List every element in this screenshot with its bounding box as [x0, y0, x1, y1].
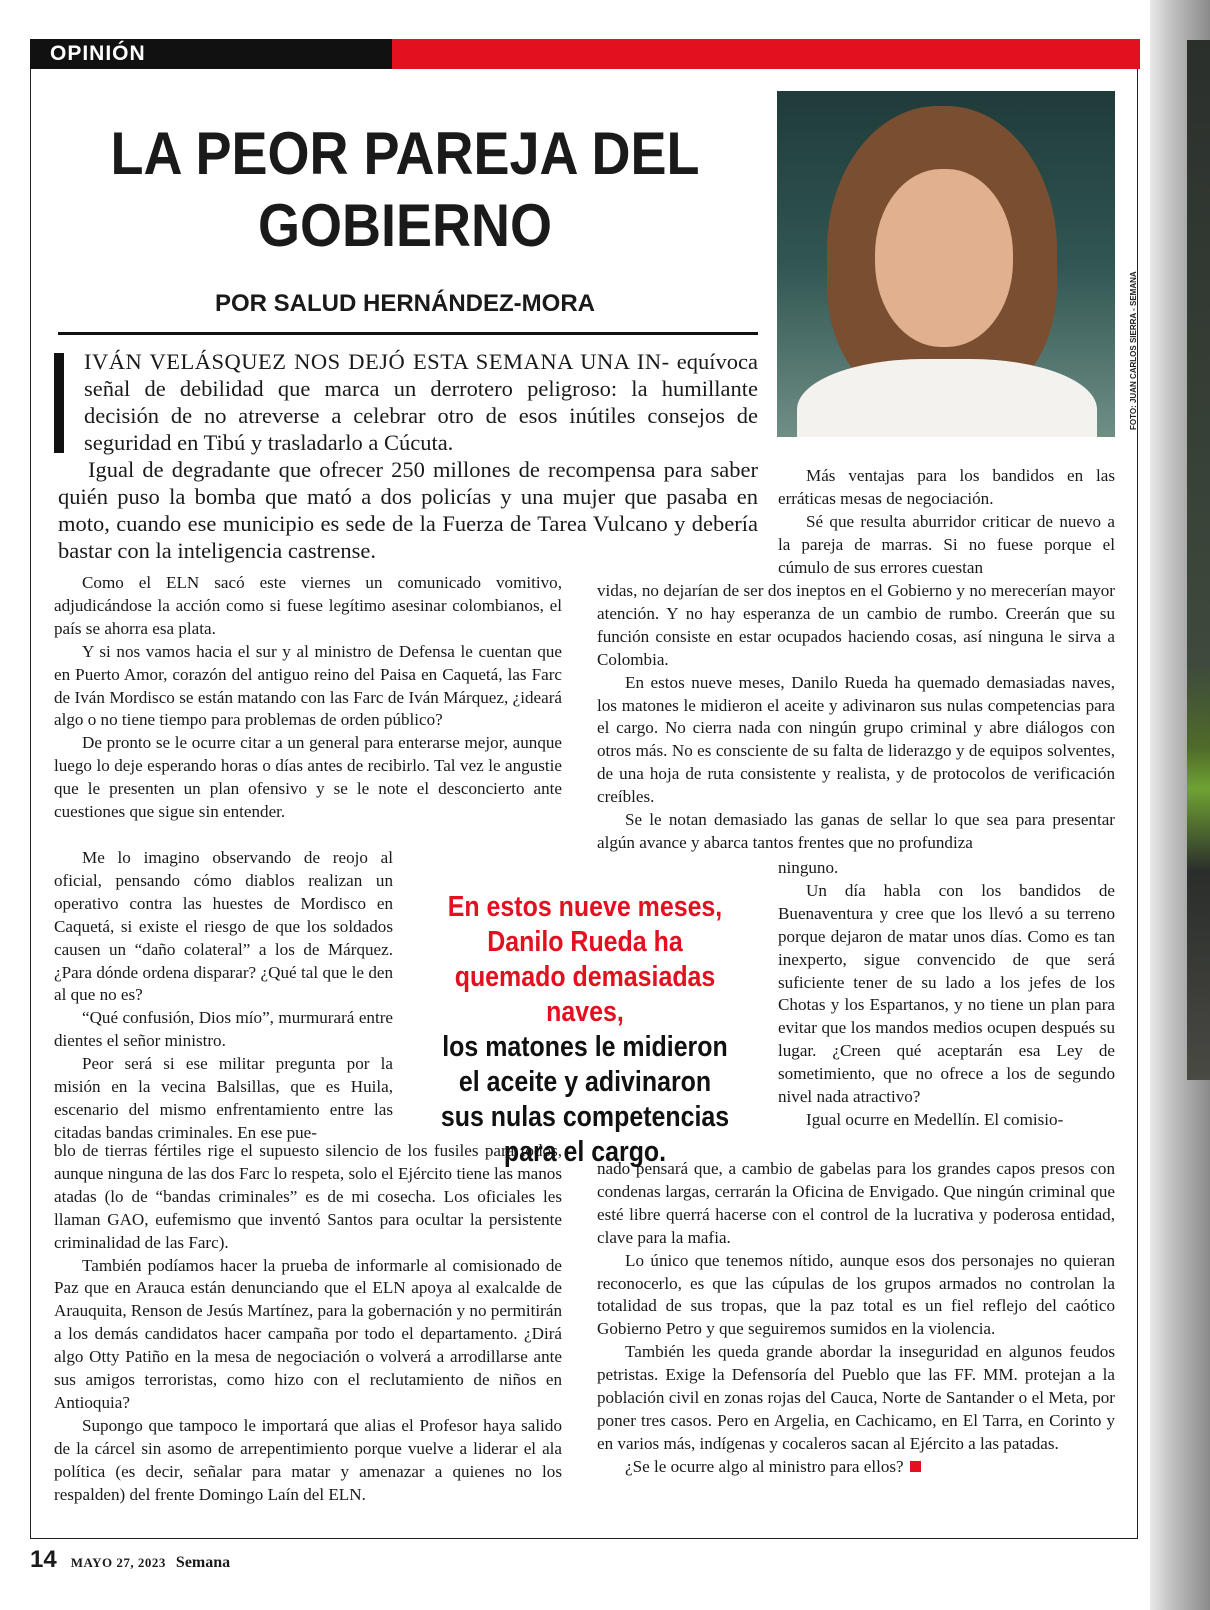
section-label: OPINIÓN — [50, 42, 146, 65]
body-right-narrow — [778, 857, 1115, 1132]
photo-face — [875, 169, 1013, 347]
body-paragraph: Más ventajas para los bandidos en las erráticas mesas de negociación. — [778, 466, 1115, 508]
issue-date: MAYO 27, 2023 — [70, 1555, 166, 1570]
headline: LA PEOR PAREJA DEL GOBIERNO — [110, 120, 700, 259]
end-mark-icon — [910, 1461, 921, 1472]
lead-second-paragraph: Igual de degradante que ofrecer 250 millones de recompensa para saber quién puso la bomba que mató a dos policías y una mujer que pasaba en moto, cuando ese municipio es sede de la Fuerza de Tarea Vulcano y debería bastar con la inteligencia castrense. — [58, 457, 758, 563]
pull-quote — [410, 890, 760, 1170]
adjacent-page-edge — [1187, 40, 1210, 1080]
section-bar-red — [392, 39, 1140, 69]
photo-credit: FOTO: JUAN CARLOS SIERRA - SEMANA — [1129, 271, 1138, 430]
page-footer — [30, 1546, 230, 1574]
closing-text: ¿Se le ocurre algo al ministro para ellos? — [625, 1456, 904, 1476]
byline: POR SALUD HERNÁNDEZ-MORA — [215, 290, 595, 317]
body-paragraph: ninguno. — [778, 858, 839, 877]
lead-first-paragraph — [58, 348, 758, 456]
body-right-top — [778, 465, 1115, 580]
body-right-wide — [597, 580, 1115, 855]
lead-caps: IVÁN VELÁSQUEZ NOS DEJÓ ESTA SEMANA UNA IN- — [84, 349, 670, 374]
body-paragraph: Un día habla con los bandidos de Buenaventura y cree que los llevó a su terreno porque dejaron de matar unos días. Como es tan inexperto, sigue convencido de que será suficiente tener de su lado a los jefes de los Chotas y los Espartanos, y no tiene un plan para evitar que los mandos medios ocupen después su lugar. ¿Creen qué aceptarán esa Ley de sometimiento, que no ofrece a los de segundo nivel nada atractivo? — [778, 880, 1115, 1107]
lead-first-rest: equívoca señal de debilidad que marca un derrotero peligroso: la humillante decisión de no atreverse a celebrar otro de esos inútiles consejos de seguridad en Tibú y trasladarlo a Cúcuta. — [84, 349, 758, 455]
body-paragraph: nado pensará que, a cambio de gabelas para los grandes capos presos con condenas largas, cerrarán la Oficina de Envigado. Que ningún criminal que esté libre querrá hacerse con el control de la lucrativa y poderosa entidad, clave para la mafia. — [597, 1159, 1115, 1247]
section-bar — [30, 39, 1140, 69]
body-paragraph: Me lo imagino observando de reojo al oficial, pensando cómo diablos realizan un operativo contra las huestes de Mordisco en Caquetá, si existe el riesgo de que los soldados causen un “daño colateral” a los de Márquez. ¿Para dónde ordena disparar? ¿Qué tal que le den al que no es? — [54, 848, 393, 1005]
pull-quote-text: los matones le midieron el aceite y adivinaron sus nulas competencias para el cargo. — [440, 1031, 730, 1168]
lead-paragraphs — [58, 348, 758, 564]
body-closing-paragraph — [597, 1456, 1115, 1479]
photo-shirt — [797, 359, 1097, 437]
body-paragraph: Sé que resulta aburridor criticar de nuevo a la pareja de marras. Si no fuese porque el cúmulo de sus errores cuestan — [778, 511, 1115, 577]
body-paragraph: vidas, no dejarían de ser dos ineptos en el Gobierno y no merecerían mayor atención. Y no hay esperanza de un cambio de rumbo. Creerán que su función consiste en estar ocupados haciendo cosas, así ninguna le sirva a Colombia. — [597, 581, 1115, 669]
body-paragraph: Y si nos vamos hacia el sur y al ministro de Defensa le cuentan que en Puerto Amor, corazón del antiguo reino del Paisa en Caquetá, las Farc de Iván Mordisco se están matando con las Farc de Iván Márquez, ¿ideará algo o no tiene tiempo para problemas de orden público? — [54, 641, 562, 730]
title-rule — [58, 332, 758, 335]
page-number: 14 — [30, 1546, 57, 1573]
body-paragraph: “Qué confusión, Dios mío”, murmurará entre dientes el señor ministro. — [54, 1008, 393, 1051]
author-photo — [777, 91, 1115, 437]
body-paragraph: De pronto se le ocurre citar a un general para enterarse mejor, aunque luego lo deje esperando horas o días antes de recibirlo. Tal vez le angustie que le presenten un plan ofensivo y se le note el desconcierto ante cuestiones que sigue sin entender. — [54, 733, 562, 822]
body-paragraph: Se le notan demasiado las ganas de sellar lo que sea para presentar algún avance y abarca tantos frentes que no profundiza — [597, 810, 1115, 852]
body-left-top — [54, 572, 562, 824]
body-left-mid — [54, 847, 393, 1145]
body-right-bottom — [597, 1158, 1115, 1479]
body-paragraph: Peor será si ese militar pregunta por la misión en la vecina Balsillas, que es Huila, escenario del mismo enfrentamiento entre las citadas bandas criminales. En ese pue- — [54, 1054, 393, 1142]
body-paragraph: También podíamos hacer la prueba de informarle al comisionado de Paz que en Arauca están denunciando que el ELN apoya al exalcalde de Arauquita, Renson de Jesús Martínez, para la gobernación y no permitirán a los demás candidatos hacer campaña por todo el departamento. ¿Dirá algo Otty Patiño en la mesa de negociación o volverá a arrodillarse ante sus amigos terroristas, como hizo con el reclutamiento de niños en Antioquia? — [54, 1255, 562, 1412]
body-paragraph: En estos nueve meses, Danilo Rueda ha quemado demasiadas naves, los matones le midieron el aceite y adivinaron sus nulas competencias para el cargo. No cierra nada con ningún grupo criminal y abre diálogos con otros más. No es consciente de su falta de liderazgo y de equipos solventes, de una hoja de ruta consistente y realista, y de protocolos de verificación creíbles. — [597, 672, 1115, 807]
body-paragraph: También les queda grande abordar la inseguridad en algunos feudos petristas. Exige la Defensoría del Pueblo que las FF. MM. protejan a la población civil en zonas rojas del Cauca, Norte de Santander o el Meta, por poner tres casos. Pero en Argelia, en Cachicamo, en El Tarra, en Corinto y en varios más, indígenas y cocaleros sacan al Ejército a las patadas. — [597, 1342, 1115, 1453]
body-left-bottom — [54, 1140, 562, 1507]
pull-quote-highlight: En estos nueve meses, Danilo Rueda ha quemado demasiadas naves, — [447, 891, 723, 1028]
body-paragraph: Como el ELN sacó este viernes un comunicado vomitivo, adjudicándose la acción como si fuese legítimo asesinar colombianos, el país se ahorra esa plata. — [54, 573, 562, 638]
body-paragraph: Supongo que tampoco le importará que alias el Profesor haya salido de la cárcel sin asomo de arrepentimiento porque vuelve a liderar el ala política (es decir, señalar para matar y amenazar a quienes no los respalden) del frente Domingo Laín del ELN. — [54, 1415, 562, 1504]
magazine-name: Semana — [175, 1554, 231, 1571]
body-paragraph: Igual ocurre en Medellín. El comisio- — [806, 1109, 1064, 1129]
body-paragraph: Lo único que tenemos nítido, aunque esos dos personajes no quieran reconocerlo, es que las cúpulas de los grupos armados no controlan la totalidad de sus tropas, que la paz total es un fiel reflejo del caótico Gobierno Petro y que seguiremos sumidos en la violencia. — [597, 1250, 1115, 1339]
body-paragraph: blo de tierras fértiles rige el supuesto silencio de los fusiles para todos, aunque ninguna de las dos Farc lo respeta, solo el Ejército tiene las manos atadas (lo de “bandas criminales” es de mi cosecha. Los oficiales les llaman GAO, eufemismo que inventó Santos para ocultar la persistente criminalidad de las Farc). — [54, 1141, 562, 1252]
